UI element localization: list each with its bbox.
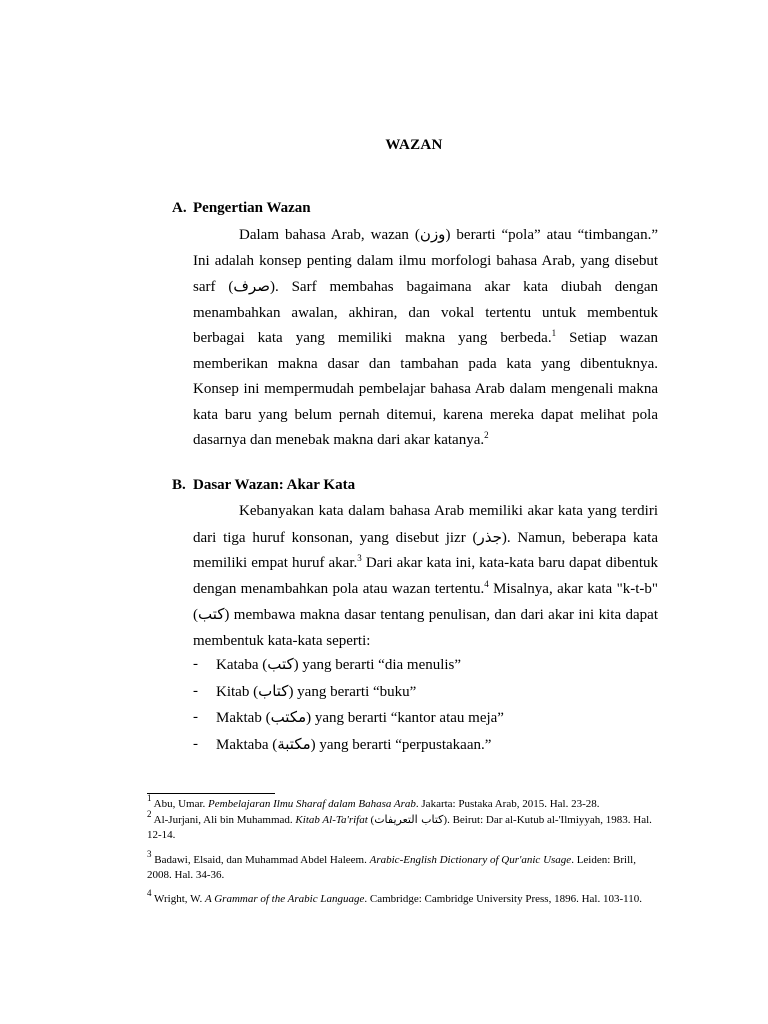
arabic-word: مكتبة	[277, 734, 311, 753]
footnote-ref-2: 2	[484, 430, 489, 440]
example-list	[193, 652, 663, 758]
arabic-wazn: وزن	[419, 225, 446, 243]
section-b-paragraph: Kebanyakan kata dalam bahasa Arab memiliki akar kata yang terdiri dari tiga huruf konsonan, yang disebut jizr (جذر). Namun, beberapa kata memiliki empat huruf akar.$^3$ Dari akar kata ini, kata-kata baru dapat dibentuk dengan menambahkan pola atau wazan tertentu.$^4$ Misalnya, akar kata "k-t-b" (كتب) membawa makna dasar tentang penulisan, dan dari akar ini kita dapat membentuk kata-kata seperti:	[193, 503, 658, 649]
list-item: - Maktab (مكتب) yang berarti “kantor atau meja”	[193, 708, 504, 726]
list-item: - Maktaba (مكتبة) yang berarti “perpustakaan.”	[193, 734, 492, 753]
arabic-word: كتب	[267, 655, 294, 673]
document-title: WAZAN	[385, 137, 443, 153]
arabic-word: مكتب	[270, 708, 307, 726]
arabic-ktb: كتب	[198, 605, 225, 623]
section-a-letter: A.	[172, 200, 187, 216]
footnote-ref-3: 3	[357, 553, 362, 563]
arabic-sarf: صرف	[233, 277, 270, 295]
footnote-4: $^4$ Wright, W. A Grammar of the Arabic Language. Cambridge: Cambridge University Press, 1896. Hal. 103-110.	[147, 888, 642, 905]
section-a-heading	[172, 200, 311, 217]
list-item: - Kataba (كتب) yang berarti “dia menulis”	[193, 655, 462, 673]
footnote-1: $^1$ Abu, Umar. Pembelajaran Ilmu Sharaf dalam Bahasa Arab. Jakarta: Pustaka Arab, 2015. Hal. 23-28.	[147, 793, 600, 810]
section-a-paragraph: Dalam bahasa Arab, wazan (وزن) berarti “pola” atau “timbangan.” Ini adalah konsep penting dalam ilmu morfologi bahasa Arab, yang disebut sarf (صرف). Sarf membahas bagaimana akar kata diubah dengan menambahkan awalan, akhiran, dan vokal tertentu untuk membentuk berbagai kata yang memiliki makna yang berbeda.$^1$ Setiap wazan memberikan makna dasar dan tambahan pada kata yang dibentuknya. Konsep ini mempermudah pembelajar bahasa Arab dalam mengenali makna kata baru yang belum pernah ditemui, karena mereka dapat melihat pola dasarnya dan menebak makna dari akar katanya.$^2$	[193, 225, 659, 448]
section-b-title: Dasar Wazan: Akar Kata	[193, 477, 356, 493]
arabic-jizr: جذر	[477, 527, 502, 546]
arabic-word: كتاب	[258, 681, 289, 700]
section-b-heading	[172, 477, 355, 494]
arabic-title: كتاب التعريفات	[374, 813, 444, 826]
section-a-title: Pengertian Wazan	[193, 200, 311, 216]
footnote-3: $^3$ Badawi, Elsaid, dan Muhammad Abdel Haleem. Arabic-English Dictionary of Qur'anic Usage. Leiden: Brill, 2008. Hal. 34-36.	[147, 849, 636, 881]
footnote-separator	[147, 793, 275, 794]
footnote-ref-1: 1	[551, 328, 557, 338]
footnote-2: $^2$ Al-Jurjani, Ali bin Muhammad. Kitab Al-Ta'rifat (كتاب التعريفات). Beirut: Dar al-Kutub al-'Ilmiyyah, 1983. Hal. 12-14.	[147, 809, 652, 841]
footnote-ref-4: 4	[484, 578, 489, 589]
section-b-letter: B.	[172, 477, 186, 493]
list-item: - Kitab (كتاب) yang berarti “buku”	[193, 681, 417, 700]
